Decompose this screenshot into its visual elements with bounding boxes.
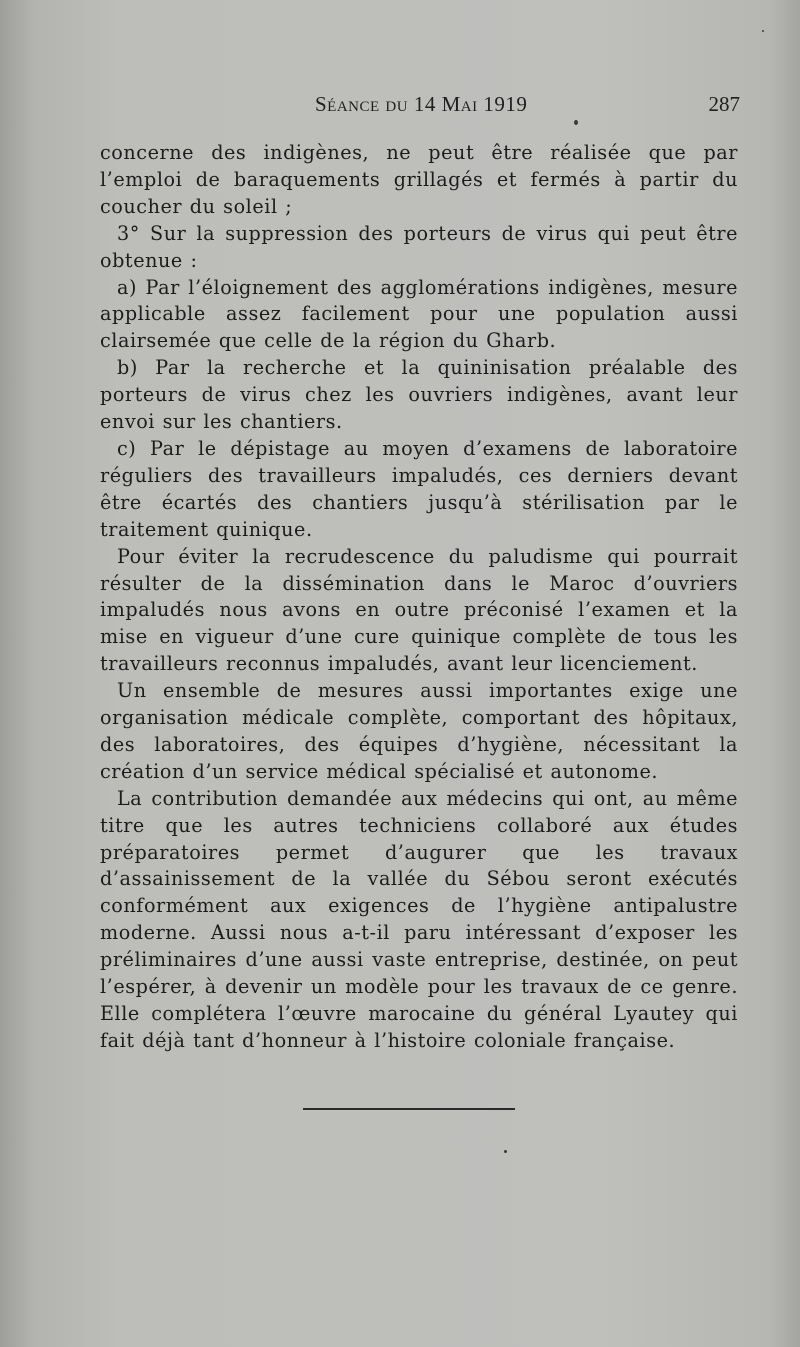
paragraph-continuation: concerne des indigènes, ne peut être réalisée que par l’emploi de baraquements grillagés et fermés à partir du coucher du soleil ; <box>100 141 738 218</box>
page-header <box>100 92 740 122</box>
paragraph-recrudescence: Pour éviter la recrudescence du paludisme qui pourrait résulter de la dissémination dans le Maroc d’ouvriers impaludés nous avons en outre préconisé l’examen et la mise en vigueur d’une cure quinique complète de tous les travailleurs reconnus impaludés, avant leur licenciement. <box>100 544 738 676</box>
paragraph-item-c: c) Par le dépistage au moyen d’examens de laboratoire réguliers des travailleurs impaludés, ces derniers devant être écartés des chantiers jusqu’à stérilisation par le traitement quinique. <box>100 436 738 541</box>
body-text <box>100 140 738 1055</box>
print-speck <box>574 120 578 125</box>
running-title: Séance du 14 Mai 1919 <box>315 92 528 116</box>
paragraph-organisation: Un ensemble de mesures aussi importantes exige une organisation médicale complète, comportant des hôpitaux, des laboratoires, des équipes d’hygiène, nécessitant la création d’un service médical spécialisé et autonome. <box>100 679 738 783</box>
print-speck <box>762 30 764 32</box>
page-number: 287 <box>708 92 740 116</box>
paragraph-conclusion: La contribution demandée aux médecins qui ont, au même titre que les autres techniciens collaboré aux études préparatoires permet d’augurer que les travaux d’assainissement de la vallée du Sébou seront exécutés conformément aux exigences de l’hygiène antipalustre moderne. Aussi nous a-t-il paru intéressant d’exposer les préliminaires d’une aussi vaste entreprise, destinée, on peut l’espérer, à devenir un modèle pour les travaux de ce genre. Elle complétera l’œuvre marocaine du général Lyautey qui fait déjà tant d’honneur à l’histoire coloniale française. <box>100 786 738 1052</box>
end-rule <box>303 1108 515 1110</box>
paragraph-item-a: a) Par l’éloignement des agglomérations indigènes, mesure applicable assez facilement pour une population aussi clairsemée que celle de la région du Gharb. <box>100 275 738 353</box>
print-speck <box>504 1150 507 1153</box>
paragraph-item-b: b) Par la recherche et la quininisation préalable des porteurs de virus chez les ouvriers indigènes, avant leur envoi sur les chantiers. <box>100 356 738 434</box>
paragraph-item-3: 3° Sur la suppression des porteurs de virus qui peut être obtenue : <box>100 221 738 272</box>
